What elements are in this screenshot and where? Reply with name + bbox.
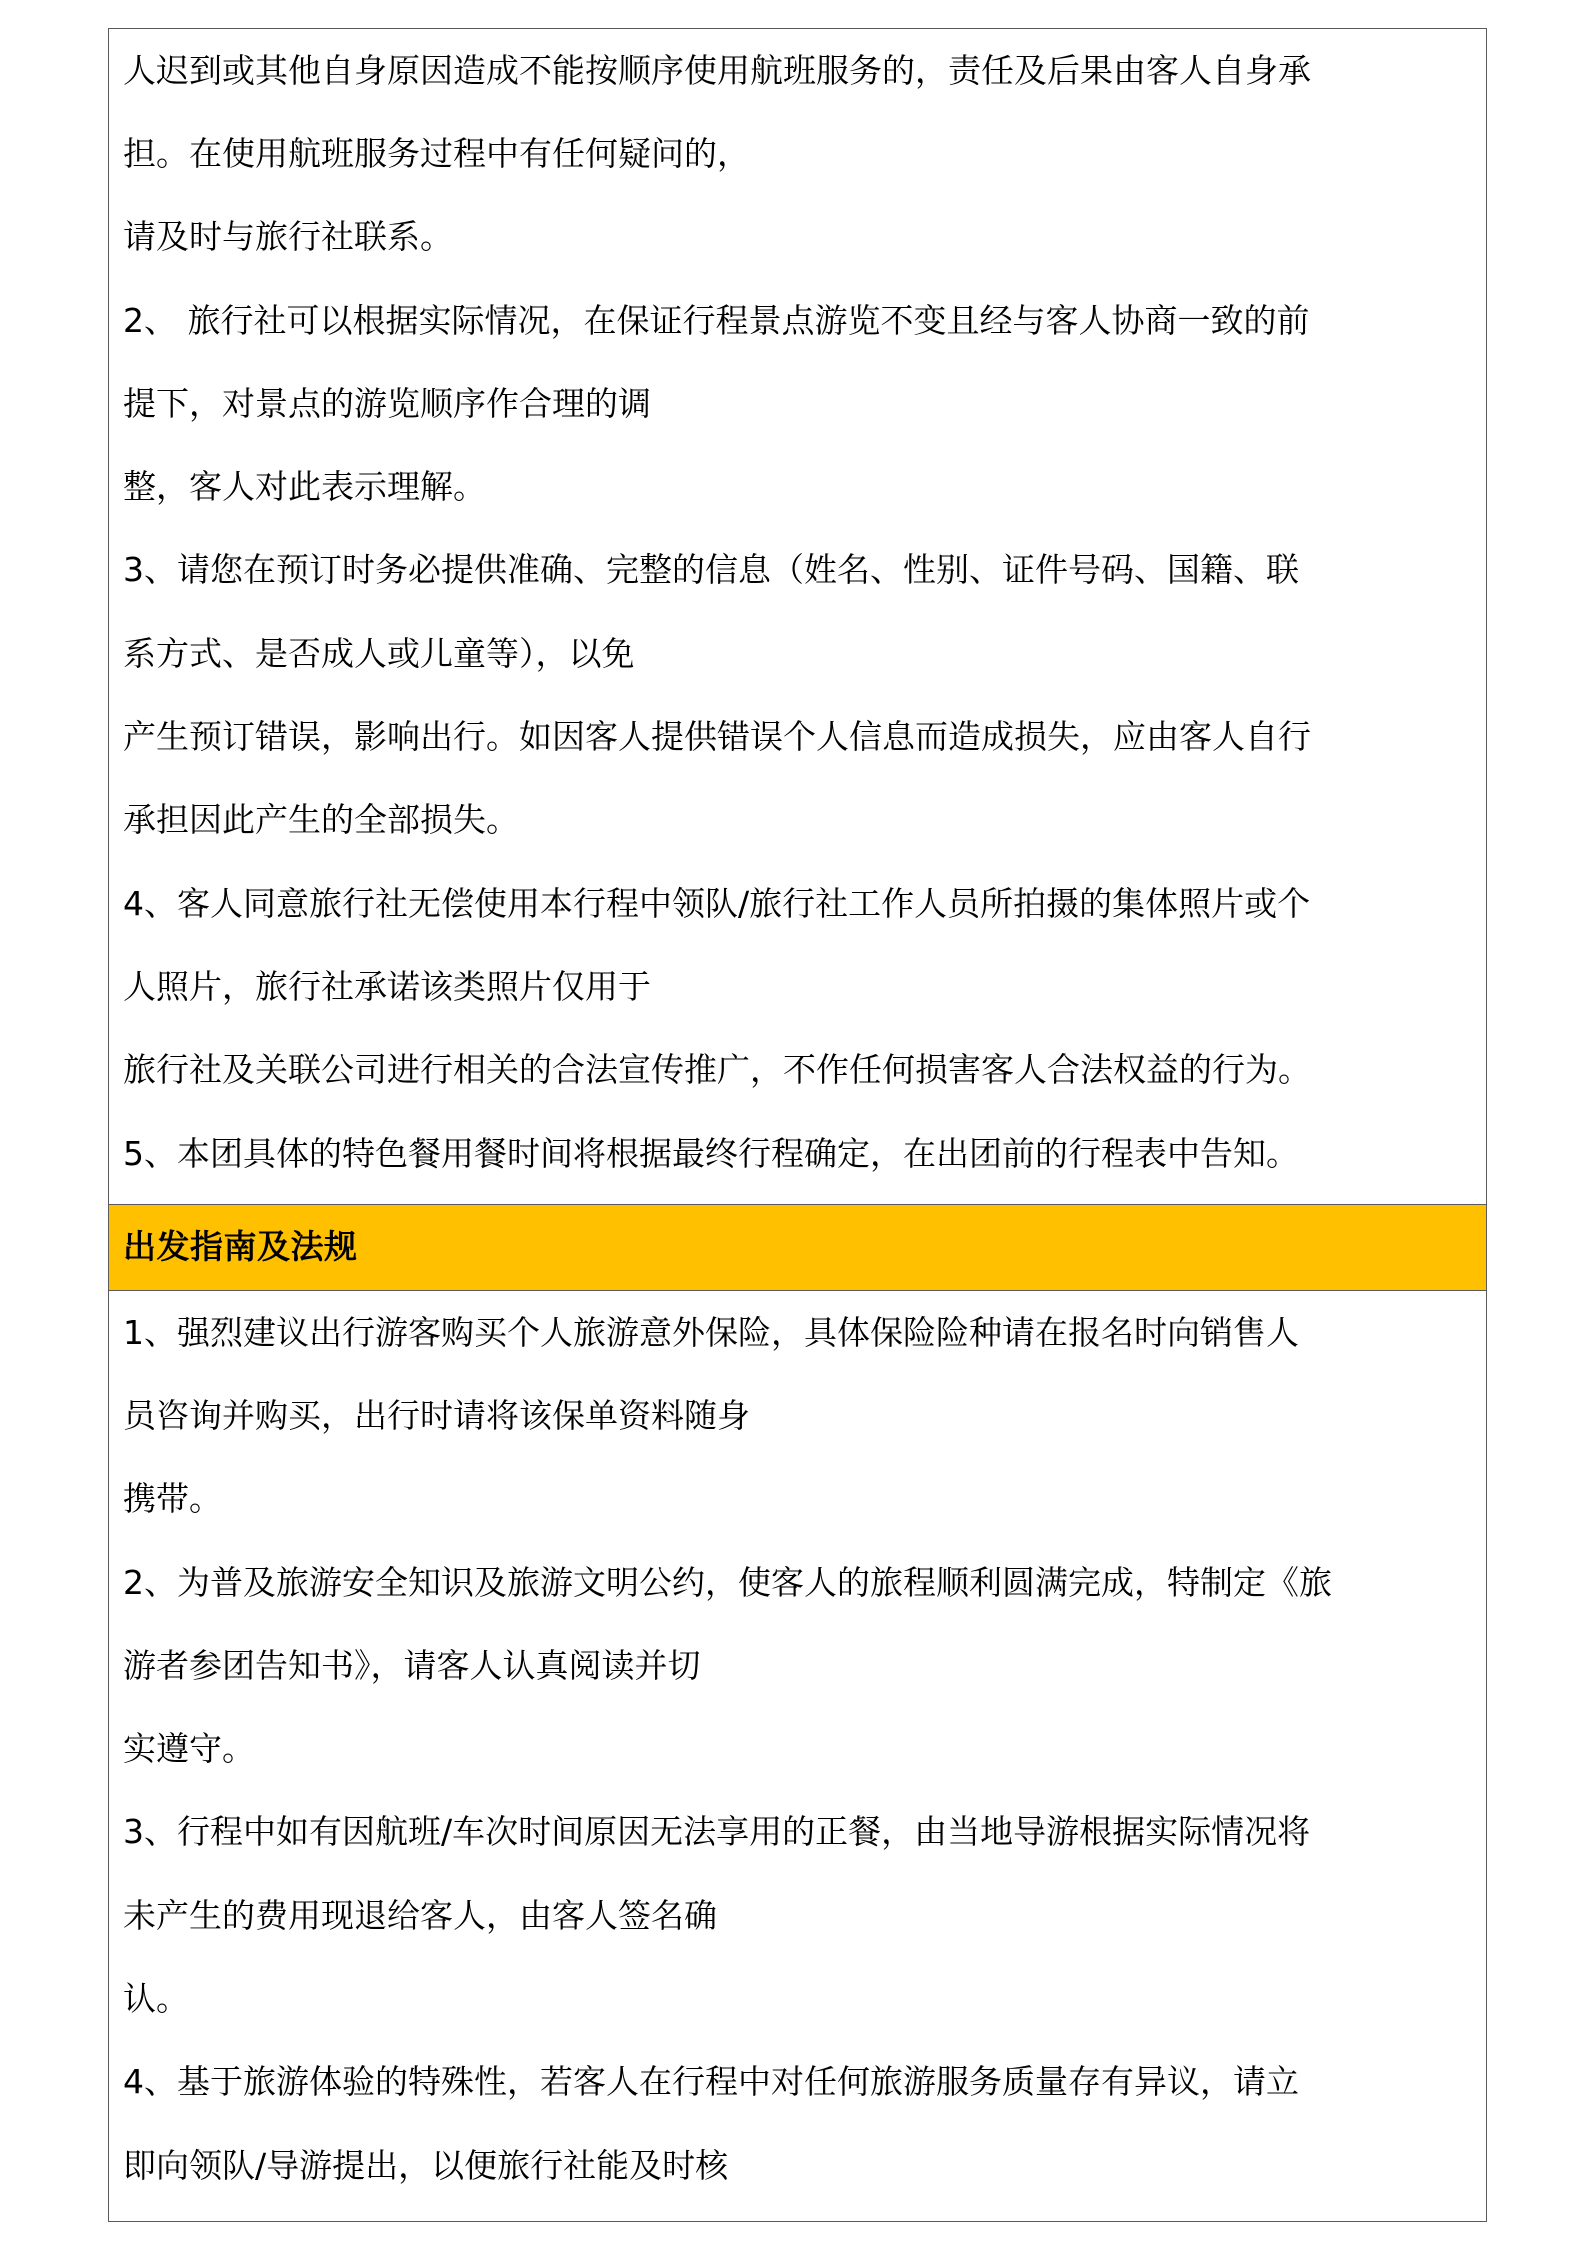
text-line: 旅行社及关联公司进行相关的合法宣传推广，不作任何损害客人合法权益的行为。 (123, 1050, 1311, 1089)
text-line: 人照片，旅行社承诺该类照片仅用于 (123, 967, 651, 1006)
text-line: 4、基于旅游体验的特殊性，若客人在行程中对任何旅游服务质量存有异议，请立 (123, 2062, 1299, 2101)
text-line: 产生预订错误，影响出行。如因客人提供错误个人信息而造成损失，应由客人自行 (123, 717, 1311, 756)
document-table (108, 28, 1487, 2222)
text-line: 2、 旅行社可以根据实际情况，在保证行程景点游览不变且经与客人协商一致的前 (123, 301, 1310, 340)
text-line: 承担因此产生的全部损失。 (123, 800, 519, 839)
text-line: 未产生的费用现退给客人，由客人签名确 (123, 1896, 717, 1935)
text-line: 人迟到或其他自身原因造成不能按顺序使用航班服务的，责任及后果由客人自身承 (123, 51, 1311, 90)
text-line: 员咨询并购买，出行时请将该保单资料随身 (123, 1396, 750, 1435)
section-title: 出发指南及法规 (123, 1227, 358, 1266)
guide-cell (109, 1291, 1486, 2221)
notice-cell (109, 29, 1486, 1204)
text-line: 请及时与旅行社联系。 (123, 217, 453, 256)
text-line: 4、客人同意旅行社无偿使用本行程中领队/旅行社工作人员所拍摄的集体照片或个 (123, 884, 1311, 923)
text-line: 实遵守。 (123, 1729, 255, 1768)
text-line: 1、强烈建议出行游客购买个人旅游意外保险，具体保险险种请在报名时向销售人 (123, 1313, 1299, 1352)
text-line: 系方式、是否成人或儿童等），以免 (123, 634, 635, 673)
text-line: 认。 (123, 1979, 189, 2018)
text-line: 提下，对景点的游览顺序作合理的调 (123, 384, 651, 423)
text-line: 整，客人对此表示理解。 (123, 467, 486, 506)
text-line: 5、本团具体的特色餐用餐时间将根据最终行程确定，在出团前的行程表中告知。 (123, 1134, 1299, 1173)
text-line: 即向领队/导游提出，以便旅行社能及时核 (123, 2146, 729, 2185)
text-line: 3、请您在预订时务必提供准确、完整的信息（姓名、性别、证件号码、国籍、联 (123, 550, 1299, 589)
text-line: 携带。 (123, 1479, 222, 1518)
text-line: 3、行程中如有因航班/车次时间原因无法享用的正餐，由当地导游根据实际情况将 (123, 1812, 1311, 1851)
text-line: 担。在使用航班服务过程中有任何疑问的， (123, 134, 750, 173)
text-line: 游者参团告知书》，请客人认真阅读并切 (123, 1646, 701, 1685)
section-header (109, 1204, 1486, 1291)
text-line: 2、为普及旅游安全知识及旅游文明公约，使客人的旅程顺利圆满完成，特制定《旅 (123, 1563, 1332, 1602)
